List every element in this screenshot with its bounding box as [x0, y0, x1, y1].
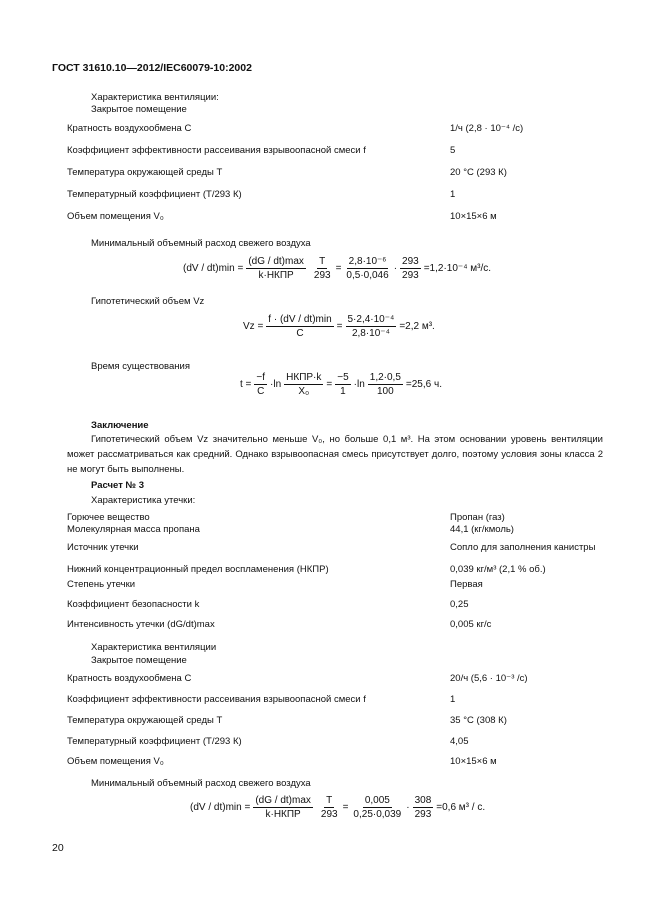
f3-n1: −f: [256, 372, 266, 383]
calc3-row-label: Коэффициент безопасности k: [67, 599, 200, 610]
vent2-row-value: 4,05: [450, 736, 469, 747]
vent2-row-value: 20/ч (5,6 · 10⁻³ /с): [450, 673, 528, 684]
calc3-row-value: 0,005 кг/с: [450, 619, 492, 630]
calc3-row-label: Степень утечки: [67, 579, 136, 590]
f2-lhs: Vz =: [243, 321, 264, 332]
vent2-title: Характеристика вентиляции: [91, 642, 217, 653]
f1-n2: T: [319, 256, 326, 267]
f2-eq: =: [336, 321, 343, 332]
calc3-row-label: Нижний концентрационный предел воспламенения (НКПР): [67, 564, 329, 575]
vent2-row-label: Объем помещения V₀: [67, 756, 164, 767]
formula-airflow-2: [190, 795, 485, 820]
f4-label: Минимальный объемный расход свежего воздуха: [91, 778, 311, 789]
formula-hypothetical-volume: [243, 314, 435, 339]
f1-n1: (dG / dt)max: [248, 256, 304, 267]
f3-d1: C: [257, 386, 265, 397]
page-number: 20: [52, 842, 64, 854]
calc3-row-label: Источник утечки: [67, 542, 139, 553]
leak-title: Характеристика утечки:: [91, 495, 196, 506]
f1-n3: 2,8·10⁻⁶: [348, 256, 387, 267]
f4-n2: T: [326, 795, 333, 806]
formula-airflow-1: [183, 256, 491, 281]
conclusion-text: Гипотетический объем Vz значительно меньше V₀, но больше 0,1 м³. На этом основании уровень вентиляции может рассматриваться как средний. Однако взрывоопасная смесь присутствует долго, поэтому условия зоны класса 2 не могут быть выполнены.: [67, 434, 603, 475]
vent2-row-value: 35 °С (308 К): [450, 715, 507, 726]
f4-n3: 0,005: [364, 795, 390, 806]
f1-dot: ·: [393, 263, 398, 274]
calc3-title: Расчет № 3: [91, 480, 145, 491]
f3-d3: 1: [340, 386, 346, 397]
f4-dot: ·: [406, 802, 410, 813]
vent1-row-label: Температурный коэффициент (T/293 К): [67, 189, 242, 200]
vent1-row-label: Кратность воздухообмена C: [67, 123, 192, 134]
calc3-row-value: 0,25: [450, 599, 469, 610]
f3-label: Время существования: [91, 361, 190, 372]
vent1-row-value: 20 °С (293 К): [450, 167, 507, 178]
f2-d1: C: [296, 328, 304, 339]
f3-d4: 100: [376, 386, 394, 397]
f4-d3: 0,25·0,039: [353, 809, 402, 820]
f3-lhs: t =: [240, 379, 252, 390]
calc3-row-label: Горючее вещество: [67, 512, 150, 523]
f1-d4: 293: [402, 270, 419, 281]
f4-lhs: (dV / dt)min =: [190, 802, 251, 813]
calc3-row-value: Первая: [450, 579, 483, 590]
calc3-row-label: Молекулярная масса пропана: [67, 524, 200, 535]
vent1-row-label: Коэффициент эффективности рассеивания взрывоопасной смеси f: [67, 145, 366, 156]
f3-ln1: ·ln: [270, 379, 282, 390]
conclusion-title: Заключение: [91, 420, 149, 431]
f1-result: =1,2·10⁻⁴ м³/с.: [423, 263, 492, 274]
f2-result: =2,2 м³.: [399, 321, 435, 332]
f3-n2: НКПР·k: [286, 372, 322, 383]
vent2-subtitle: Закрытое помещение: [91, 655, 187, 666]
vent2-row-label: Коэффициент эффективности рассеивания взрывоопасной смеси f: [67, 694, 366, 705]
vent2-row-value: 1: [450, 694, 456, 705]
vent2-row-value: 10×15×6 м: [450, 756, 497, 767]
f4-n4: 308: [414, 795, 432, 806]
calc3-row-value: Пропан (газ): [450, 512, 505, 523]
f3-result: =25,6 ч.: [405, 379, 442, 390]
f1-lhs: (dV / dt)min =: [183, 263, 244, 274]
f1-label: Минимальный объемный расход свежего воздуха: [91, 238, 311, 249]
f1-d1: k·НКПР: [258, 270, 294, 281]
calc3-row-value: 0,039 кг/м³ (2,1 % об.): [450, 564, 546, 575]
vent1-row-value: 1/ч (2,8 · 10⁻⁴ /с): [450, 123, 524, 134]
vent1-row-label: Температура окружающей среды T: [67, 167, 223, 178]
vent2-row-label: Температура окружающей среды T: [67, 715, 223, 726]
f2-n1: f · (dV / dt)min: [268, 314, 332, 325]
f1-n4: 293: [402, 256, 419, 267]
f1-eq: =: [335, 263, 342, 274]
vent2-row-label: Кратность воздухообмена C: [67, 673, 192, 684]
f4-d2: 293: [320, 809, 338, 820]
vent2-row-label: Температурный коэффициент (T/293 К): [67, 736, 242, 747]
vent1-row-value: 10×15×6 м: [450, 211, 497, 222]
formula-existence-time: [240, 372, 442, 397]
f4-eq: =: [342, 802, 349, 813]
f2-label: Гипотетический объем Vz: [91, 296, 205, 307]
f3-eq: =: [326, 379, 333, 390]
f3-d2: X₀: [298, 386, 310, 397]
f1-d3: 0,5·0,046: [346, 270, 389, 281]
calc3-row-label: Интенсивность утечки (dG/dt)max: [67, 619, 215, 630]
document-header: ГОСТ 31610.10—2012/IEC60079-10:2002: [52, 62, 252, 74]
vent1-subtitle: Закрытое помещение: [91, 104, 187, 115]
f3-n4: 1,2·0,5: [369, 372, 401, 383]
f4-d1: k·НКПР: [265, 809, 301, 820]
f1-d2: 293: [313, 270, 331, 281]
f4-d4: 293: [414, 809, 432, 820]
calc3-row-value: Сопло для заполнения канистры: [450, 542, 596, 553]
f2-d2: 2,8·10⁻⁴: [351, 328, 390, 339]
f4-n1: (dG / dt)max: [255, 795, 311, 806]
f3-ln2: ·ln: [353, 379, 365, 390]
f2-n2: 5·2,4·10⁻⁴: [347, 314, 395, 325]
calc3-row-value: 44,1 (кг/кмоль): [450, 524, 514, 535]
f3-n3: −5: [337, 372, 349, 383]
f4-result: =0,6 м³ / с.: [436, 802, 486, 813]
vent1-row-value: 1: [450, 189, 456, 200]
vent1-row-label: Объем помещения V₀: [67, 211, 164, 222]
vent1-title: Характеристика вентиляции:: [91, 92, 219, 103]
vent1-row-value: 5: [450, 145, 456, 156]
